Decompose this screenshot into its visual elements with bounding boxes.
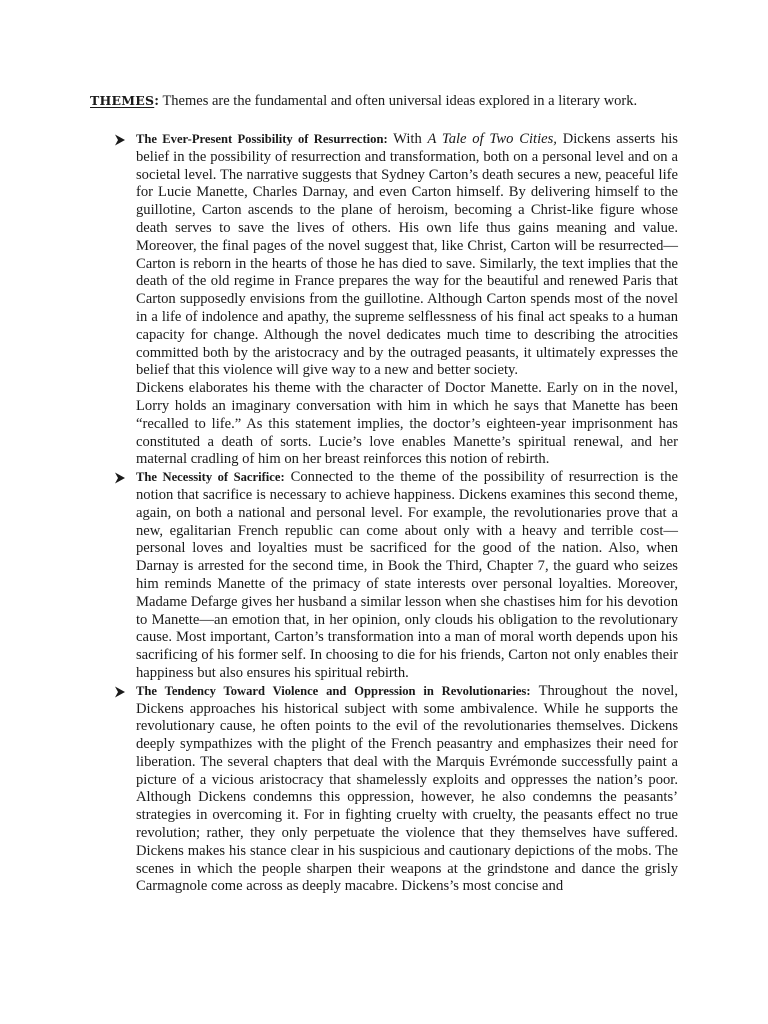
theme-title: The Tendency Toward Violence and Oppression in Revolutionaries: [136, 683, 531, 698]
theme-title: The Necessity of Sacrifice: [136, 470, 285, 485]
theme-body: Dickens asserts his belief in the possibility of resurrection and transformation, both on a personal level and on a societal level. The narrative suggests that Sydney Carton’s death secures a new, peaceful life for Lucie Manette, Charles Darnay, and even Carton himself. By delivering himself to the guillotine, Carton ascends to the plane of heroism, becoming a Christ-like figure whose death serves to save the lives of others. His own life thus gains meaning and value. Moreover, the final pages of the novel suggest that, like Christ, Carton will be resurrected—Carton is reborn in the hearts of those he has died to save. Similarly, the text implies that the death of the old regime in France prepares the way for the beautiful and renewed Paris that Carton supposedly envisions from the guillotine. Although Carton spends most of the novel in a life of indolence and apathy, the supreme selflessness of his final act speaks to a human capacity for change. Although the novel dedicates much time to describing the atrocities committed both by the aristocracy and by the outraged peasants, it ultimately expresses the belief that this violence will give way to a new and better society. [136, 131, 678, 379]
theme-title: The Ever-Present Possibility of Resurrection: [136, 132, 388, 146]
themes-heading: THEMES [90, 93, 155, 108]
themes-heading-colon: : [154, 93, 160, 109]
arrow-bullet-icon [114, 134, 126, 146]
arrow-bullet-icon [114, 686, 126, 698]
theme-paragraph [136, 469, 678, 683]
theme-item-resurrection [136, 131, 678, 469]
theme-item-violence [136, 683, 678, 897]
work-title: A Tale of Two Cities, [427, 131, 557, 147]
themes-list [136, 131, 678, 896]
themes-intro-line [90, 92, 690, 110]
theme-continuation-paragraph: Dickens elaborates his theme with the character of Doctor Manette. Early on in the novel, Lorry holds an imaginary conversation with him in which he says that Manette has been “recalled to life.” As this statement implies, the doctor’s eighteen-year imprisonment has constituted a death of sorts. Lucie’s love enables Manette’s spiritual renewal, and her maternal cradling of him on her breast reinforces this notion of rebirth. [136, 380, 678, 468]
theme-body: Connected to the theme of the possibility of resurrection is the notion that sacrifice is necessary to achieve happiness. Dickens examines this second theme, again, on both a national and personal level. For example, the revolutionaries prove that a new, egalitarian French republic can come about only with a heavy and terrible cost—personal loves and loyalties must be sacrificed for the good of the nation. Also, when Darnay is arrested for the second time, in Book the Third, Chapter 7, the guard who seizes him reminds Manette of the primacy of state interests over personal loyalties. Moreover, Madame Defarge gives her husband a similar lesson when she chastises him for his devotion to Manette—an emotion that, in her opinion, only clouds his obligation to the revolutionary cause. Most important, Carton’s transformation into a man of moral worth depends upon his sacrificing of his former self. In choosing to die for his friends, Carton not only enables their happiness but also ensures his spiritual rebirth. [136, 469, 678, 681]
theme-paragraph [136, 131, 678, 380]
themes-intro-text: Themes are the fundamental and often universal ideas explored in a literary work. [159, 93, 638, 109]
theme-lead-text: With [387, 131, 428, 147]
theme-paragraph [136, 683, 678, 897]
theme-item-sacrifice [136, 469, 678, 683]
arrow-bullet-icon [114, 472, 126, 484]
theme-body: Throughout the novel, Dickens approaches his historical subject with some ambivalence. While he supports the revolutionary cause, he often points to the evil of the revolutionaries themselves. Dickens deeply sympathizes with the plight of the French peasantry and emphasizes their need for liberation. The several chapters that deal with the Marquis Evrémonde successfully paint a picture of a vicious aristocracy that shamelessly exploits and oppresses the nation’s poor. Although Dickens condemns this oppression, however, he also condemns the peasants’ strategies in overcoming it. For in fighting cruelty with cruelty, the peasants effect no true revolution; rather, they only perpetuate the violence that they themselves have suffered. Dickens makes his stance clear in his suspicious and cautionary depictions of the mobs. The scenes in which the people sharpen their weapons at the grindstone and dance the grisly Carmagnole come across as deeply macabre. Dickens’s most concise and [136, 682, 678, 895]
